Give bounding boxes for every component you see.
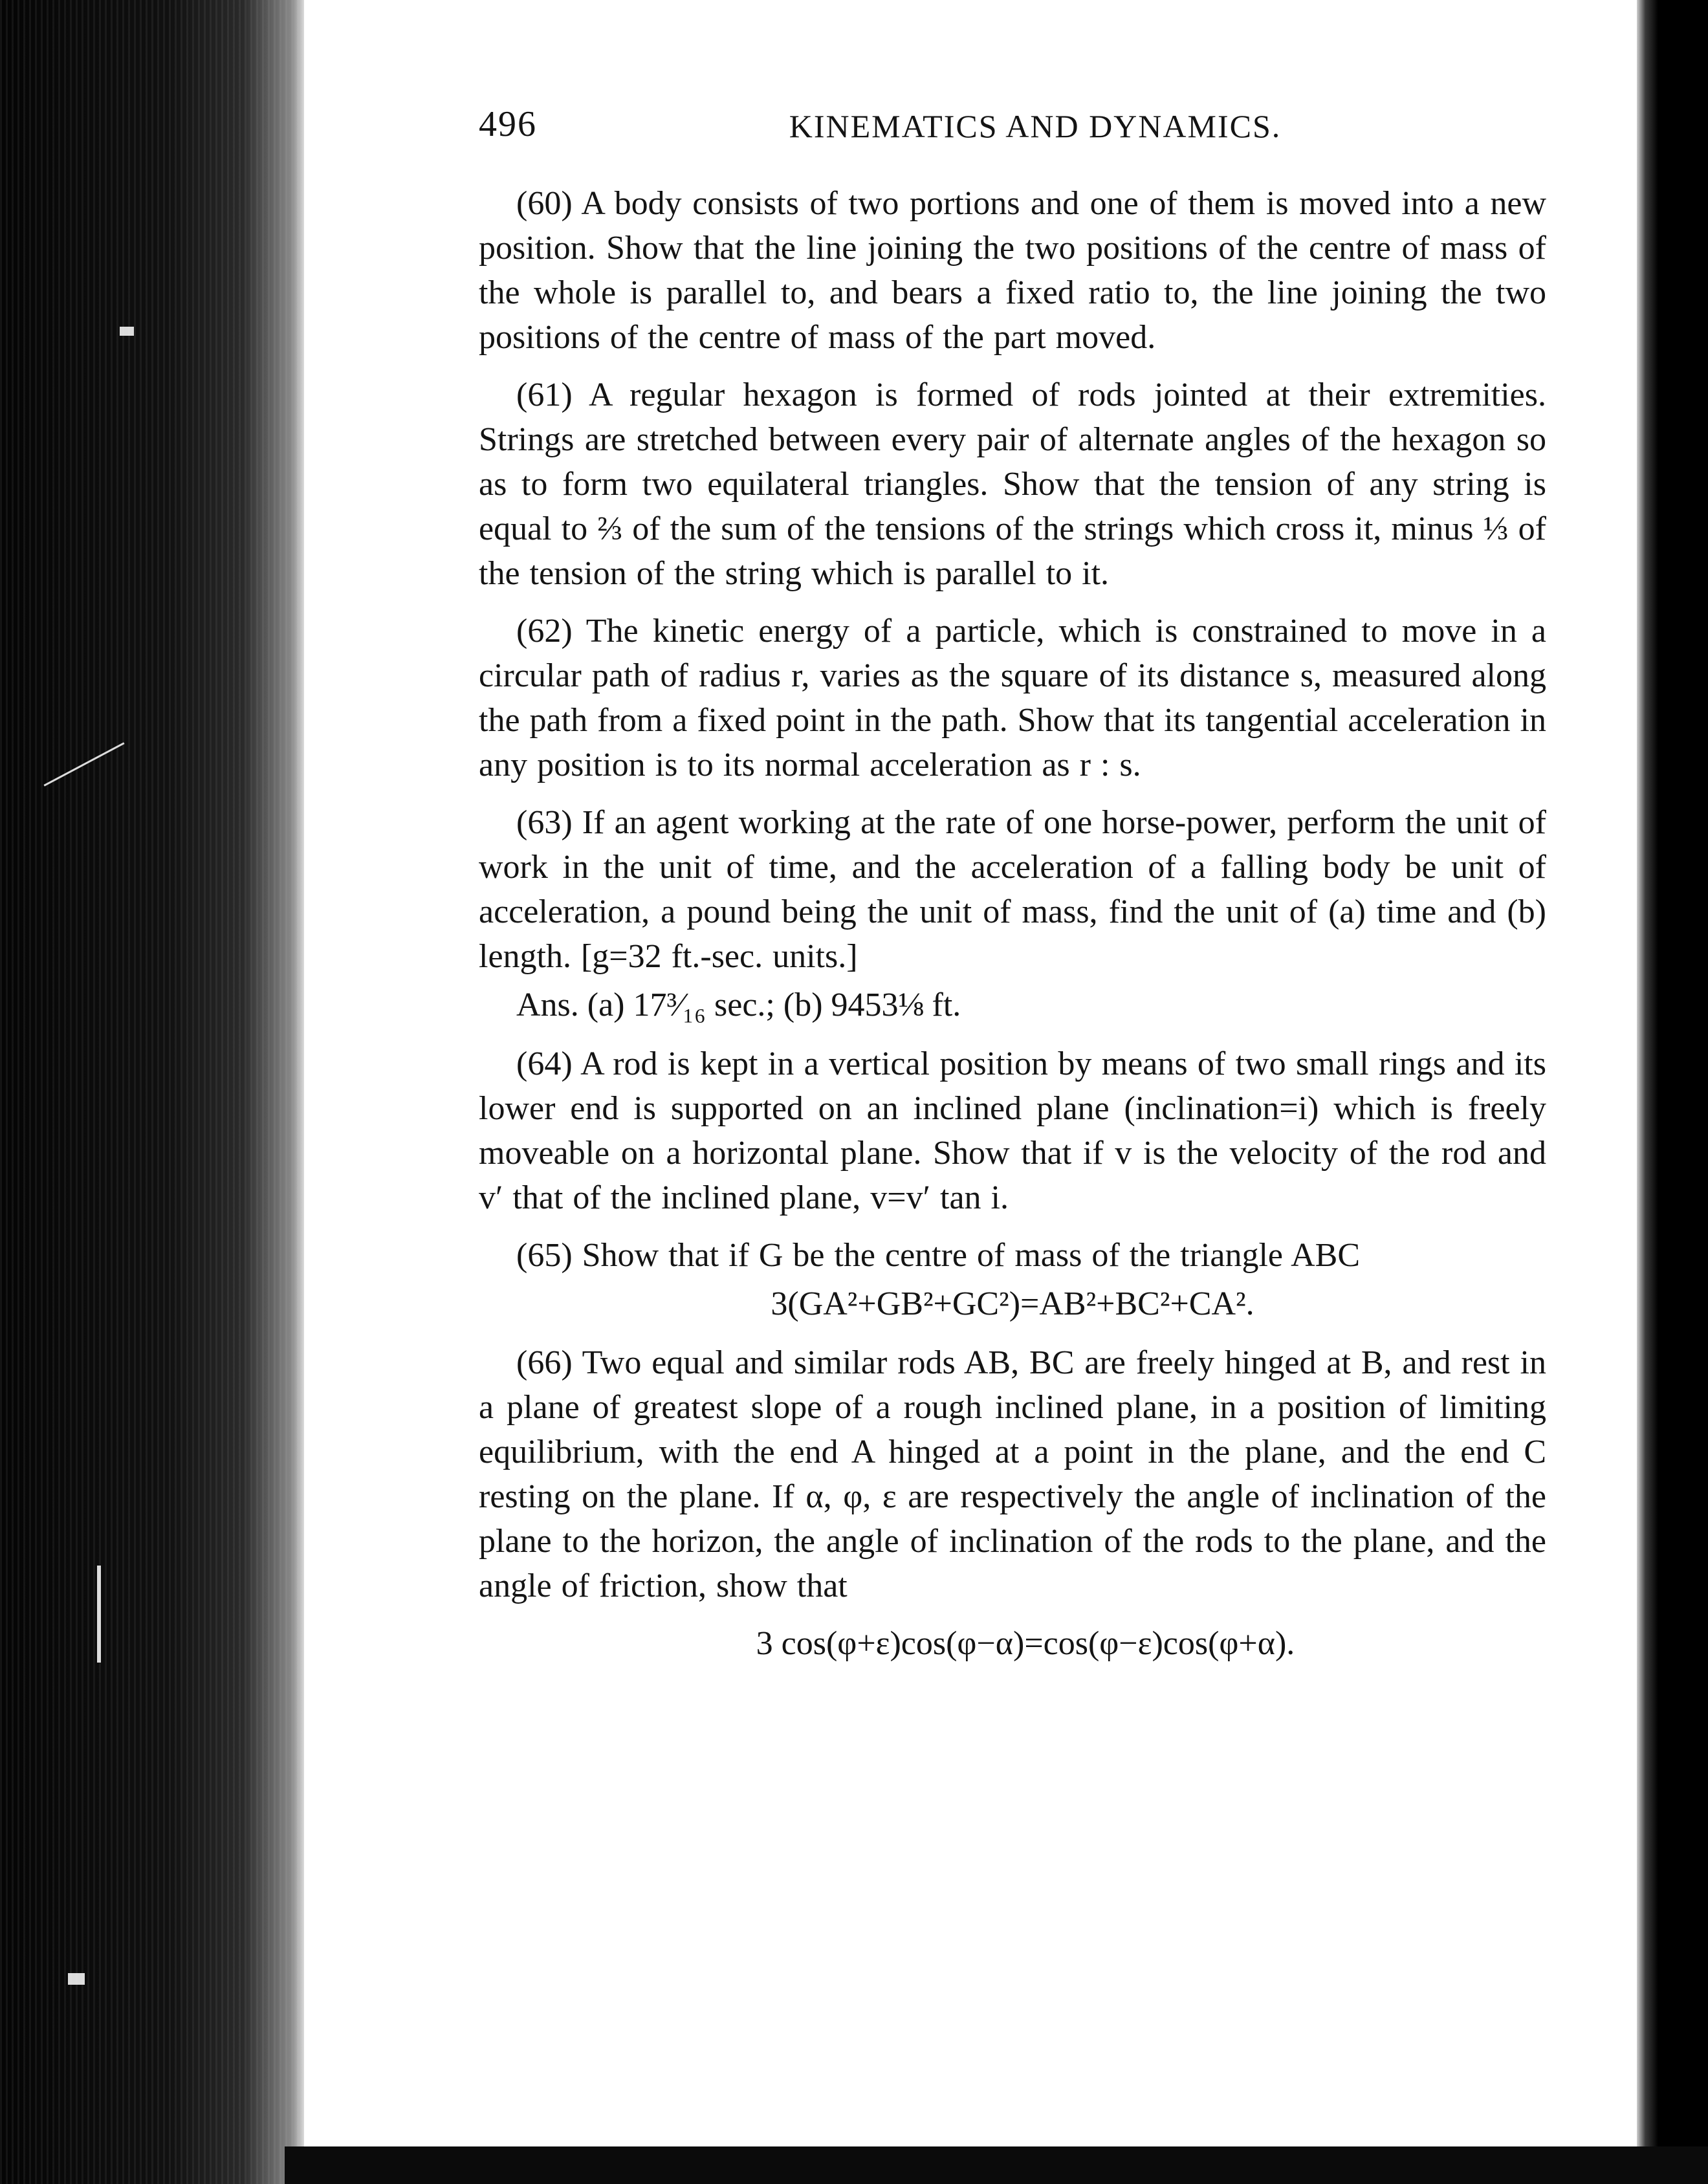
scan-speck [120,327,134,336]
problem-65-equation: 3(GA²+GB²+GC²)=AB²+BC²+CA². [771,1285,1254,1322]
scan-speck [68,1973,85,1985]
book-page [479,104,1546,1666]
problem-66-equation: 3 cos(φ+ε)cos(φ−α)=cos(φ−ε)cos(φ+α). [756,1625,1295,1662]
problem-63-answer: Ans. (a) 17³⁄₁₆ sec.; (b) 9453⅛ ft. [516,987,961,1023]
problem-61: (61) A regular hexagon is formed of rods jointed at their extremities. Strings are stretched between every pair of alternate angles of the hexagon so as to form two equilateral triangles. Show that the tension of any string is equal to ⅔ of the sum of the tensions of the strings which cross it, minus ⅓ of the tension of the string which is parallel to it. [479,377,1546,592]
scan-right-edge [1637,0,1708,2184]
problem-65: (65) Show that if G be the centre of mass of the triangle ABC [516,1237,1361,1274]
scan-speck [43,742,124,786]
scan-binding-edge [0,0,304,2184]
problem-63: (63) If an agent working at the rate of one horse-power, perform the unit of work in the unit of time, and the acceleration of a falling body be unit of acceleration, a pound being the unit of mass, find the unit of (a) time and (b) length. [g=32 ft.-sec. units.] [479,804,1546,975]
scan-speck [97,1566,101,1663]
problem-60: (60) A body consists of two portions and one of them is moved into a new position. Show that the line joining the two positions of the centre of mass of the whole is parallel to, and bears a fixed ratio to, the line joining the two positions of the centre of mass of the part moved. [479,185,1546,356]
running-head [479,104,1546,155]
page-number: 496 [479,104,537,144]
problem-62: (62) The kinetic energy of a particle, which is constrained to move in a circular path of radius r, varies as the square of its distance s, measured along the path from a fixed point in the path. Show that its tangential acceleration in any position is to its normal acceleration as r : s. [479,613,1546,783]
problem-64: (64) A rod is kept in a vertical position by means of two small rings and its lower end is supported on an inclined plane (inclination=i) which is freely moveable on a horizontal plane. Show that if v is the velocity of the rod and v′ that of the inclined plane, v=v′ tan i. [479,1045,1546,1216]
problem-66: (66) Two equal and similar rods AB, BC are freely hinged at B, and rest in a plane of greatest slope of a rough inclined plane, in a position of limiting equilibrium, with the end A hinged at a point in the plane, and the end C resting on the plane. If α, φ, ε are respectively the angle of inclination of the plane to the horizon, the angle of inclination of the rods to the plane, and the angle of friction, show that [479,1344,1546,1604]
scan-bottom-edge [285,2146,1708,2184]
running-title: KINEMATICS AND DYNAMICS. [789,108,1282,144]
